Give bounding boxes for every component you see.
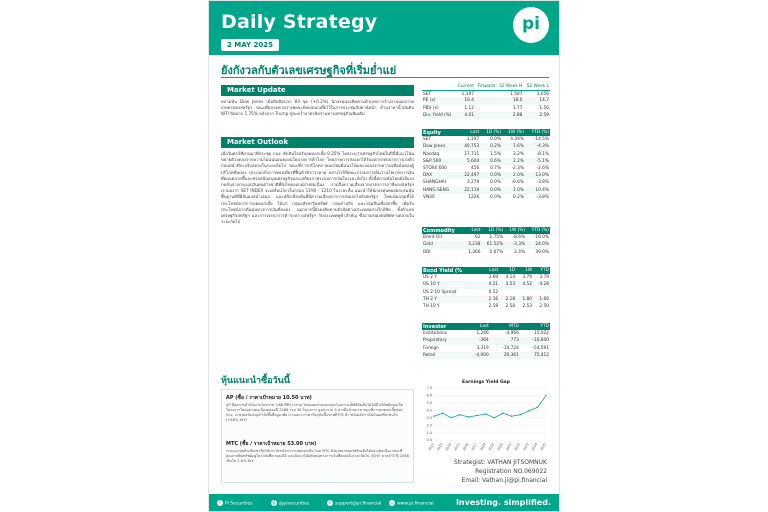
market-update-header: Market Update — [221, 85, 414, 96]
x-tick-label: 2017 — [470, 442, 478, 452]
y-tick-label: 3.0 — [426, 415, 432, 420]
table-row — [422, 158, 550, 165]
table-row — [422, 179, 550, 186]
table-cell: 2.58 — [505, 304, 516, 310]
data-point — [485, 413, 486, 414]
table-cell: 22,119 — [458, 187, 480, 194]
table-cell — [475, 97, 496, 104]
column-header: YTD — [520, 323, 550, 330]
column-header: YTD — [533, 267, 550, 274]
column-header: Last — [464, 227, 482, 234]
table-cell: 16.4 — [455, 97, 475, 104]
column-header: 1D (%) — [480, 129, 502, 136]
x-tick-label: 2021 — [504, 442, 513, 452]
table-cell — [533, 289, 550, 296]
x-tick-label: 2025 — [539, 442, 547, 452]
table-cell: -2.6% — [536, 166, 549, 172]
data-point — [433, 416, 434, 417]
table-cell: 1.80 — [516, 296, 533, 303]
table-cell: 0.0% — [480, 187, 502, 194]
market-outlook-header: Market Outlook — [221, 137, 414, 148]
footer-bar — [209, 494, 560, 512]
series-line — [434, 395, 546, 417]
table-cell: 24.0% — [526, 241, 550, 248]
table-cell — [475, 90, 496, 97]
table-cell: 2.2% — [502, 158, 525, 165]
footer-website[interactable]: ◎ www.pi.financial — [390, 500, 434, 507]
y-tick-label: 2.0 — [426, 423, 432, 428]
x-tick-label: 2012 — [427, 442, 435, 452]
x-tick-label: 2018 — [479, 442, 487, 452]
tagline: Investing. simplified. — [455, 498, 551, 507]
y-tick-label: 1.0 — [426, 430, 432, 435]
table-cell: 1.77 — [512, 105, 523, 111]
table-caption: Commodity — [422, 227, 464, 234]
column-header: 52 Week L — [523, 83, 550, 90]
table-cell: TH 2 Y — [422, 296, 482, 303]
market-outlook-text: เมื่อวันศุกร์ที่ผ่านมาที่ประชุม กนง. ตัดสินใจปรับลดดอกเบี้ย 0.25% โดยระบุว่าเศรษฐกิจไทยในปีนี้มีแนวโน้มขยายตัวลดลงจากความไม่แน่นอนของนโยบายการค้าโลก โดยภาคการส่งออกได้รับผลกระทบจากการเร่งตัวก่อนหน้าที่จะปรับลดลงในระยะถัดไป ขณะที่การบริโภคภาคเอกชนมีแนวโน้มชะลอลงจากความเชื่อมั่นของผู้บริโภคที่ลดลง ประกอบกับการท่องเที่ยวที่ฟื้นตัวช้ากว่าคาด อย่างไรก็ดีคณะกรรมการเห็นว่านโยบายการเงินที่ผ่อนคลายขึ้นจะช่วยสนับสนุนเศรษฐกิจและเสถียรภาพระบบการเงินในระยะถัดไป ทั้งนี้ตลาดหุ้นไทยยังมีแรงกดดันจากกระแสเงินทุนต่างชาติที่ยังไหลออกอย่างต่อเนื่อง รวมถึงความเสี่ยงจากมาตรการภาษีของสหรัฐฯ เรามองว่า SET INDEX จะเคลื่อนไหวในกรอบ 1190 - 1210 ในระยะสั้น แนะนำให้นักลงทุนทยอยสะสมหุ้นพื้นฐานดีที่มีปันผลสม่ำเสมอ และหลีกเลี่ยงหุ้นที่มีความเสี่ยงจากการส่งออกไปยังสหรัฐฯ โดยเน้นกลุ่มที่ได้ประโยชน์จากการลดดอกเบี้ย ได้แก่ กลุ่มอสังหาริมทรัพย์ กลุ่มค้าปลีก และกลุ่มสินเชื่อเช่าซื้อ เพื่อรับประโยชน์จากต้นทุนทางการเงินที่ลดลง นอกจากนี้ยังคงติดตามปัจจัยต่างประเทศอย่างใกล้ชิด ทั้งตัวเลขเศรษฐกิจสหรัฐฯ และการเจรจาการค้าระหว่างสหรัฐฯ กับประเทศคู่ค้าสำคัญ ซึ่งอาจส่งผลต่อทิศทางตลาดในระยะถัดไป — [221, 151, 414, 225]
column-header: Current — [455, 83, 475, 90]
table-cell: 3.53 — [499, 281, 516, 288]
table-cell: 1.5% — [490, 151, 501, 157]
table-cell: STOXX 600 — [423, 166, 447, 172]
table-cell: 2.4% — [514, 249, 526, 255]
table-cell: Nasdaq — [423, 151, 440, 157]
equity-table — [422, 129, 550, 201]
table-cell: 1,056 — [536, 91, 549, 97]
column-header: Last — [464, 323, 490, 330]
table-cell: 22,497 — [458, 172, 480, 179]
table-cell: -3.8% — [536, 180, 549, 186]
data-point — [537, 407, 538, 408]
table-cell: 18.0 — [496, 97, 523, 104]
table-row — [422, 194, 550, 201]
footer-facebook[interactable]: f Pi Securities — [217, 500, 252, 507]
table-row — [422, 97, 550, 104]
column-header: YTD (%) — [526, 227, 550, 234]
table-cell: VN30 — [423, 194, 435, 200]
table-row — [422, 90, 550, 97]
table-cell: 3,319 — [476, 345, 489, 351]
table-cell — [499, 289, 516, 296]
table-cell: 1.12 — [464, 105, 474, 111]
column-header: 1D (%) — [481, 227, 504, 234]
table-cell: 1.56 — [539, 105, 549, 111]
x-tick-label: 2024 — [530, 442, 539, 452]
table-cell: 0.6% — [480, 158, 502, 165]
column-header: 1W — [516, 267, 533, 274]
table-cell: 62 — [474, 235, 481, 241]
table-cell: US 2 Y — [423, 275, 437, 281]
table-cell: 3.79 — [539, 275, 549, 281]
table-cell: -8.1% — [536, 151, 549, 157]
table-cell: 5,604 — [458, 158, 480, 165]
table-caption: Bond Yield (% — [422, 267, 482, 274]
table-cell: 0.0% — [490, 194, 501, 200]
table-row — [422, 330, 550, 337]
table-row — [422, 187, 550, 194]
data-point — [528, 410, 529, 411]
report-title: Daily Strategy — [221, 11, 378, 33]
column-header: Last — [482, 267, 499, 274]
table-cell: -16.0% — [533, 235, 549, 241]
table-row — [422, 249, 550, 256]
social-icon: @ — [272, 500, 276, 505]
table-row — [422, 241, 550, 248]
table-cell: 0.0% — [480, 172, 502, 179]
table-row — [422, 303, 550, 310]
table-cell: 2.59 — [523, 112, 550, 119]
table-cell: -8.6% — [512, 235, 526, 241]
data-point — [494, 417, 495, 418]
x-tick-label: 2013 — [435, 442, 444, 452]
data-point — [502, 413, 503, 414]
table-cell: 40,753 — [458, 143, 480, 150]
data-point — [451, 417, 452, 418]
table-cell: 13.0% — [525, 172, 550, 179]
table-cell: PE (x) — [422, 97, 455, 104]
table-cell: 2.58 — [488, 304, 499, 310]
table-cell: 3,238 — [464, 241, 482, 248]
table-cell: 2.0% — [502, 172, 525, 179]
table-row — [422, 234, 550, 241]
y-tick-label: 0.0 — [426, 438, 432, 443]
table-cell: 4.52 — [516, 281, 533, 288]
pick-title: AP (ซื้อ / ราคาเป้าหมาย 10.50 บาท) — [226, 395, 312, 401]
table-row — [422, 345, 550, 352]
table-cell: 10.4% — [525, 187, 550, 194]
table-cell: US 10 Y — [422, 281, 482, 288]
table-cell — [475, 105, 496, 112]
table-cell: 4.01 — [455, 112, 475, 119]
x-tick-label: 2016 — [461, 442, 470, 452]
strategist-name: Strategist: VATHAN JITSOMNUK — [454, 459, 547, 466]
table-cell: 7.6% — [502, 143, 525, 150]
table-cell: Foreign — [423, 345, 439, 351]
column-header: 1W (%) — [502, 129, 525, 136]
table-cell: BDI — [423, 249, 431, 255]
column-header: YTD (%) — [525, 129, 550, 136]
table-cell: 14.7 — [523, 97, 550, 104]
table-cell: 0.67% — [489, 249, 504, 255]
table-row — [422, 352, 550, 359]
table-cell: 456 — [471, 166, 480, 172]
table-cell: 0.7% — [490, 166, 501, 172]
table-cell: 39.0% — [535, 249, 549, 255]
table-cell: 1.75% — [489, 235, 504, 241]
table-cell: 2.53 — [522, 304, 533, 310]
data-point — [519, 414, 520, 415]
table-cell: 17,711 — [464, 151, 480, 157]
table-cell: -3.8% — [536, 194, 549, 200]
data-point — [468, 416, 469, 417]
y-tick-label: 6.0 — [426, 393, 432, 398]
table-cell: 0.52 — [488, 289, 499, 295]
table-cell: 3.69 — [488, 275, 499, 281]
table-cell: 1,246 — [476, 331, 489, 337]
table-cell: 3,279 — [466, 180, 480, 186]
table-row — [422, 289, 550, 296]
y-tick-label: 7.0 — [426, 386, 432, 391]
table-cell: -14,724 — [502, 345, 519, 351]
table-row — [422, 172, 550, 179]
strategist-registration: Registration NO.069022 — [475, 468, 547, 475]
x-tick-label: 2014 — [444, 442, 453, 452]
table-cell: 3.2% — [513, 151, 524, 157]
table-cell: -4.3% — [525, 143, 550, 150]
table-cell: 0.0% — [490, 137, 501, 143]
table-cell: 0.0% — [490, 180, 501, 186]
table-cell: 2.88 — [496, 112, 523, 119]
table-cell: 3.79 — [522, 275, 533, 281]
table-cell: DAX — [422, 172, 458, 179]
table-cell: 773 — [490, 337, 520, 344]
table-cell: 2.50 — [539, 304, 549, 310]
table-cell: 1.0% — [502, 187, 525, 194]
table-cell: Gold — [422, 241, 464, 248]
table-cell: Proprietary — [422, 337, 464, 344]
data-point — [545, 395, 546, 396]
table-row — [422, 143, 550, 150]
table-cell: -0.6% — [511, 180, 524, 186]
table-cell — [516, 289, 533, 296]
footer-social-handle[interactable]: @ @pisecurities — [272, 500, 310, 507]
headline-divider — [221, 77, 549, 78]
column-header: MTD — [490, 323, 520, 330]
y-tick-label: 5.0 — [426, 401, 432, 406]
table-cell: -364 — [464, 337, 490, 344]
table-cell: 75,412 — [520, 352, 550, 359]
table-cell: -2.3% — [511, 166, 524, 172]
table-cell: 4.28 — [533, 281, 550, 288]
table-cell: 1,507 — [510, 91, 523, 97]
table-row — [422, 136, 550, 143]
x-tick-label: 2015 — [453, 442, 461, 452]
table-cell: S&P 500 — [422, 158, 458, 165]
table-row — [422, 165, 550, 172]
column-header: 52 Week H — [496, 83, 523, 90]
column-header: 1W (%) — [504, 227, 526, 234]
table-cell: 0.2% — [480, 143, 502, 150]
commodity-table — [422, 227, 550, 256]
table-cell: 4.14 — [505, 275, 516, 281]
table-cell: -3.3% — [504, 241, 526, 248]
table-cell: PBV (x) — [423, 105, 439, 111]
table-cell: 1,366 — [468, 249, 481, 255]
data-point — [511, 416, 512, 417]
table-cell: -10,600 — [520, 337, 550, 344]
report-date: 2 MAY 2025 — [221, 39, 279, 51]
x-tick-label: 2019 — [487, 442, 496, 452]
table-cell: SET — [423, 91, 432, 97]
mail-icon: ✉ — [328, 500, 332, 505]
report-page — [208, 0, 560, 512]
pick-text: AP มีผลการดำเนินงานไตรมาส 1/68 ที่ดีกว่าคาด โดยยอดขายและยอดโอนกรรมสิทธิ์ยังเติบโตได้ดี บริษัทมีแผนเปิดโครงการใหม่อย่างต่อเนื่องตลอดปี 2568 รวม 36 โครงการ มูลค่ารวม 5.4 หมื่นล้านบาท ขณะที่การลดดอกเบี้ยของ กนง. จะช่วยสนับสนุนกำลังซื้อที่อยู่อาศัย เรามองว่าราคาปัจจุบันซื้อขายที่ P/E ต่ำ พร้อมอัตราเงินปันผลที่น่าสนใจ (+48% YoY) — [226, 403, 404, 422]
table-cell: HANG SENG — [422, 187, 458, 194]
column-header — [422, 83, 455, 90]
table-row — [422, 112, 550, 119]
headline: ยังกังวลกับตัวเลขเศรษฐกิจที่เริ่มย่ำแย่ — [221, 64, 397, 77]
table-cell — [475, 112, 496, 119]
table-cell: 1.66 — [533, 296, 550, 303]
table-cell: 4.39% — [510, 137, 524, 143]
pick-title: MTC (ซื้อ / ราคาเป้าหมาย 53.00 บาท) — [226, 441, 317, 447]
chart-title: Earnings Yield Gap — [462, 380, 510, 385]
table-cell: SHANGHAI — [423, 180, 446, 186]
header-banner — [209, 1, 560, 55]
y-tick-label: 4.0 — [426, 408, 432, 413]
pi-logo: pi — [513, 7, 549, 43]
earnings-yield-gap-chart — [422, 386, 550, 456]
set-valuation-table — [422, 83, 550, 119]
table-caption: Equity — [422, 129, 458, 136]
table-cell: TH 10 Y — [423, 304, 440, 310]
table-row — [422, 337, 550, 344]
column-header: 1D — [499, 267, 516, 274]
table-cell: 20,361 — [490, 352, 520, 359]
market-update-text: ตลาดหุ้น Dow Jones เมื่อคืนปิดบวก 83 จุด (+0.2%) นักลงทุนรอติดตามตัวเลขการจ้างงานนอกภาคเกษตรของสหรัฐฯ ขณะที่ตลาดคาดว่าเฟดจะยังคงดอกเบี้ยไว้ในการประชุมสัปดาห์หน้า ด้านราคาน้ำมันดิบ WTI ปิดบวก 1.75% หลังจาก Trump ขู่จะคว่ำบาตรอิหร่านทางเศรษฐกิจเพิ่มเติม — [221, 99, 414, 117]
table-cell: Dow Jones — [422, 143, 458, 150]
table-cell: -14.5% — [533, 137, 549, 143]
table-cell: 0.2% — [513, 194, 524, 200]
table-row — [422, 281, 550, 288]
footer-email[interactable]: ✉ support@pi.financial — [328, 500, 382, 507]
table-cell: US 2-10 Spread — [423, 289, 457, 295]
data-point — [459, 414, 460, 415]
investor-flow-table — [422, 323, 550, 359]
table-cell: 4.21 — [482, 281, 499, 288]
table-cell: -4,000 — [464, 352, 490, 359]
table-cell: Div. Yield (%) — [422, 112, 455, 119]
table-cell: -54,591 — [532, 345, 549, 351]
stocks-today-title: หุ้นแนะนำซื้อวันนี้ — [221, 376, 290, 386]
table-row — [422, 296, 550, 303]
table-cell: 2.16 — [482, 296, 499, 303]
facebook-icon: f — [217, 500, 223, 506]
table-cell: -5.1% — [525, 158, 550, 165]
table-row — [422, 151, 550, 158]
bond-yield-table — [422, 267, 550, 310]
table-cell: Brent Oil — [423, 235, 442, 241]
table-cell: Retail — [422, 352, 464, 359]
stock-picks-box — [221, 389, 414, 483]
pick-text: เรามองกลุ่มสินเชื่อเช่าซื้อได้ประโยชน์จากการลดดอกเบี้ย โดย MTC ยังคงขยายพอร์ตสินเชื่อได้อย่างต่อเนื่อง ขณะที่คุณภาพสินทรัพย์อยู่ในระดับที่ควบคุมได้ และมีแนวโน้มต้นทุนทางการเงินที่ลดลงในระยะถัดไป (ICHI) คาดกำไรปี 2568 เติบโต 2.8% YoY — [226, 449, 409, 463]
strategist-email: Email: Vathan.ji@pi.financial — [461, 477, 547, 484]
x-tick-label: 2020 — [496, 442, 504, 452]
table-cell: 1226 — [468, 194, 480, 200]
column-header: Last — [458, 129, 480, 136]
table-cell: -4,966 — [505, 331, 519, 337]
table-caption: Investor — [422, 323, 464, 330]
globe-icon: ◎ — [390, 500, 394, 505]
table-cell: 2.18 — [499, 296, 516, 303]
table-cell: 1,197 — [461, 91, 474, 97]
table-cell: SET — [423, 137, 432, 143]
table-cell: 1,197 — [466, 137, 480, 143]
data-point — [476, 415, 477, 416]
data-point — [442, 413, 443, 414]
table-cell: 61.52% — [481, 241, 504, 248]
column-header: Forward — [475, 83, 496, 90]
x-tick-label: 2022 — [513, 442, 522, 452]
table-row — [422, 105, 550, 112]
table-cell: Institutions — [423, 331, 447, 337]
table-cell: -15,022 — [532, 331, 549, 337]
x-tick-label: 2023 — [522, 442, 530, 452]
table-row — [422, 274, 550, 281]
